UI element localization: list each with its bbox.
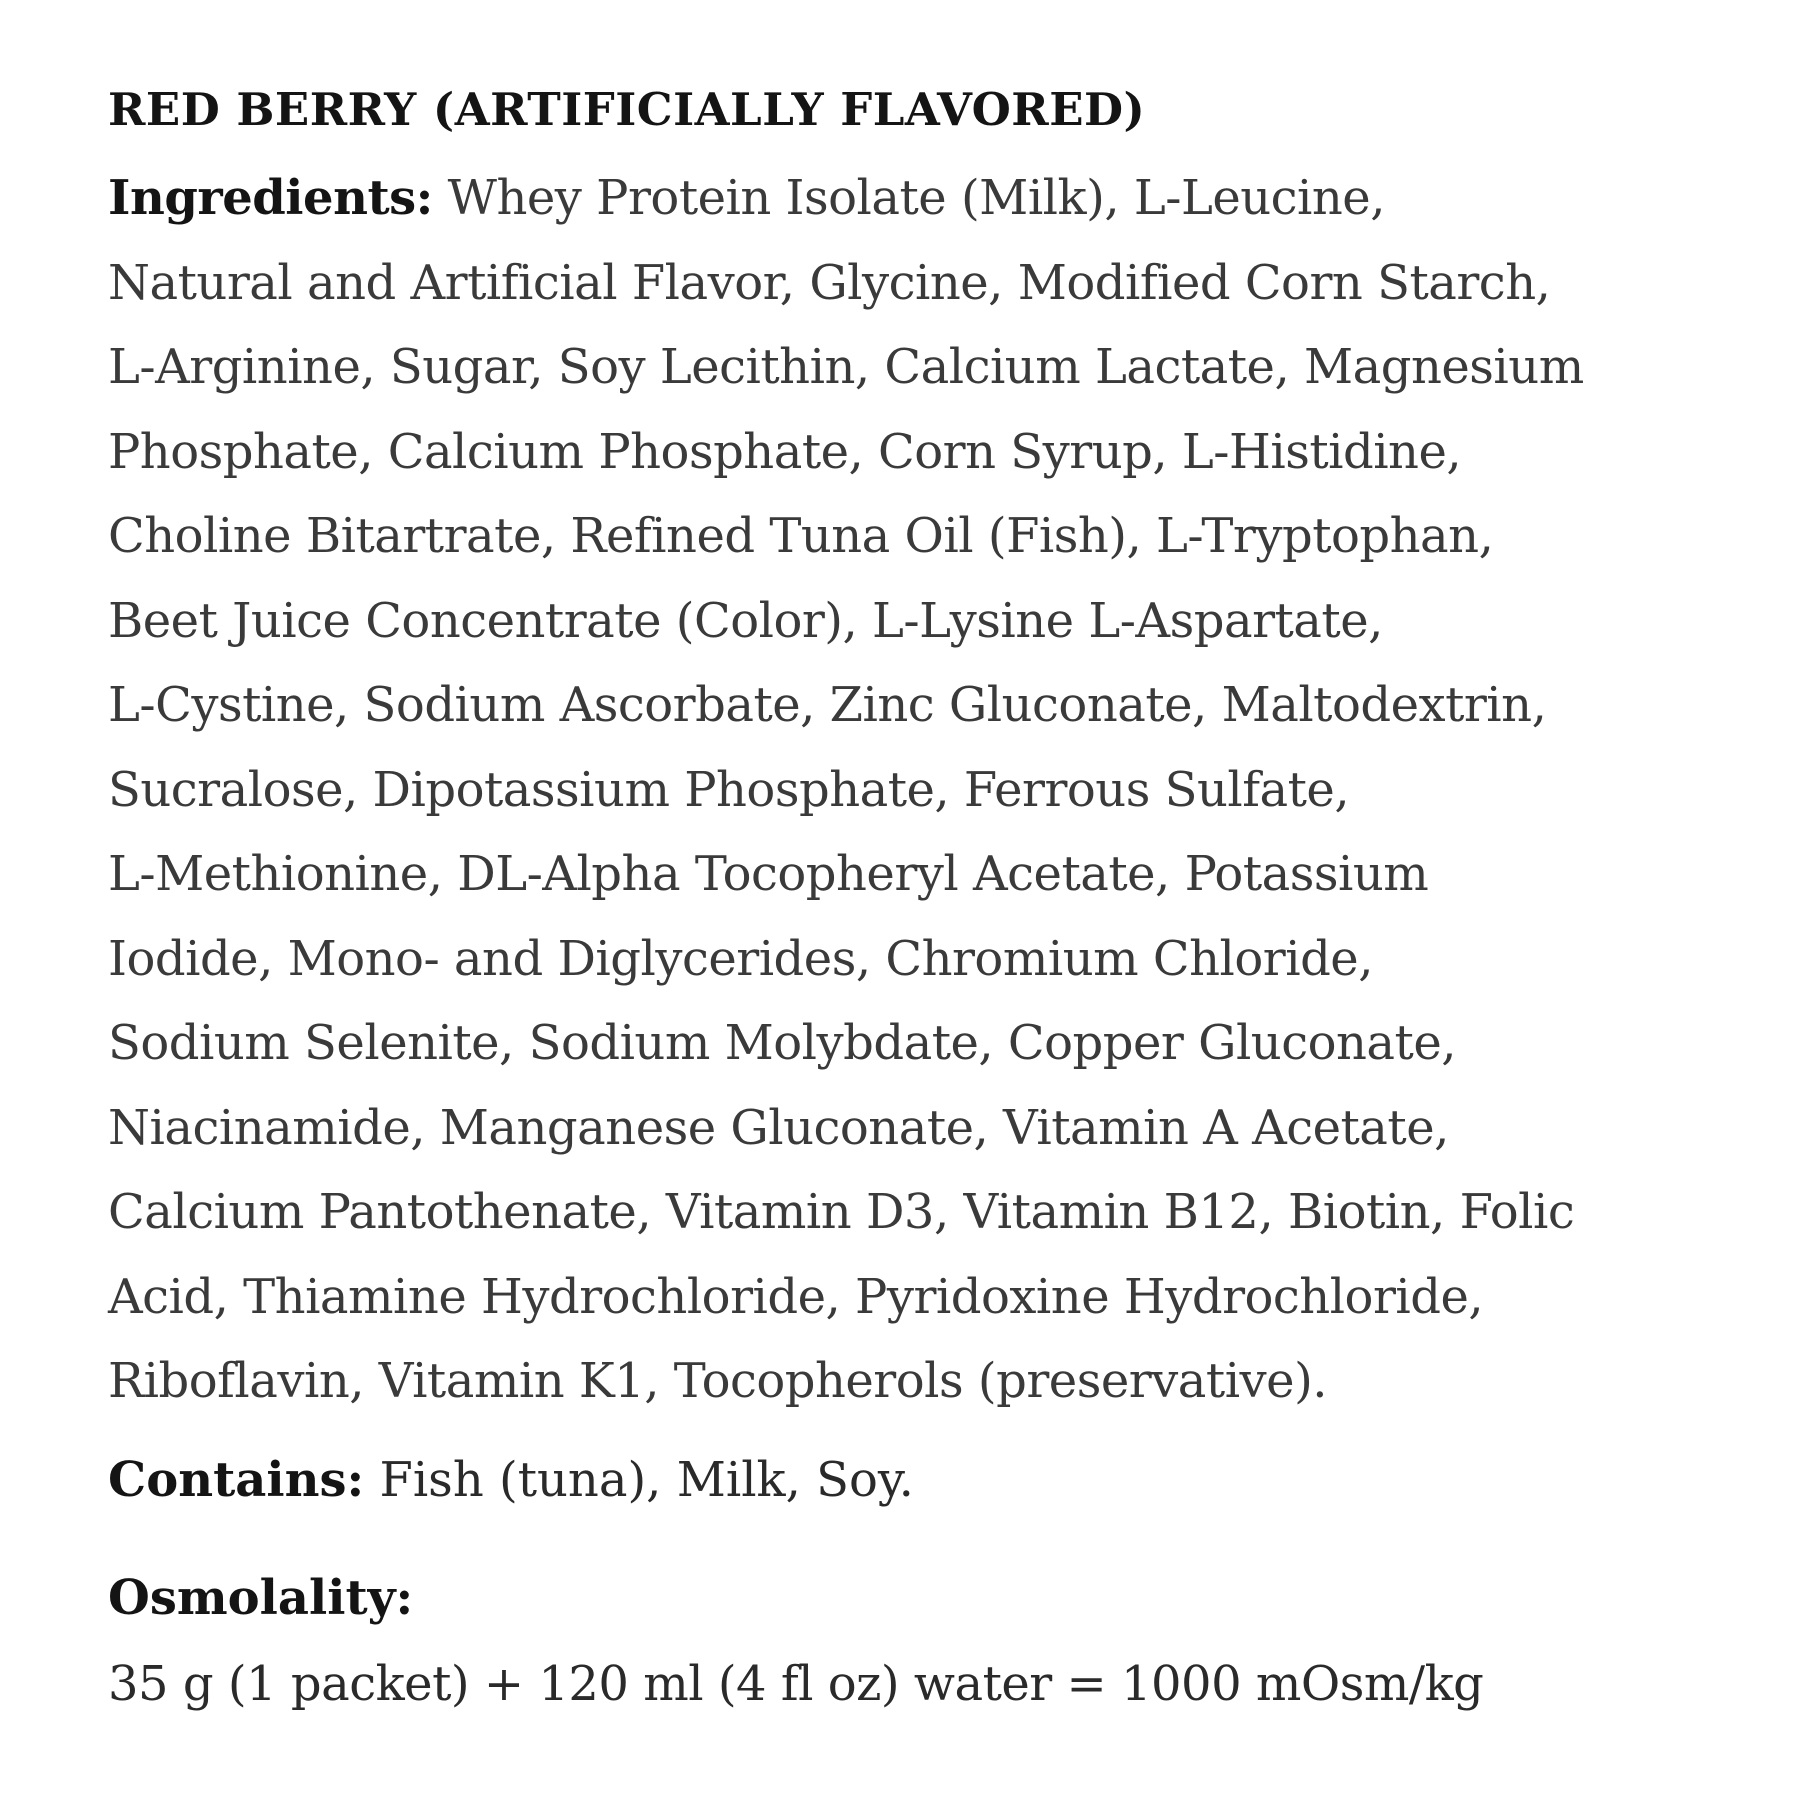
ingredients-line: Phosphate, Calcium Phosphate, Corn Syrup, L-Histidine, [108, 423, 1462, 480]
ingredients-line: L-Cystine, Sodium Ascorbate, Zinc Gluconate, Maltodextrin, [108, 677, 1547, 733]
ingredients-line: Niacinamide, Manganese Gluconate, Vitamin A Acetate, [108, 1099, 1449, 1156]
ingredients-line [108, 156, 1728, 241]
ingredients-line: Choline Bitartrate, Refined Tuna Oil (Fish), L-Tryptophan, [108, 508, 1494, 564]
flavor-title: RED BERRY (ARTIFICIALLY FLAVORED) [108, 83, 1146, 136]
ingredients-line: L-Arginine, Sugar, Soy Lecithin, Calcium Lactate, Magnesium [108, 339, 1584, 395]
contains-text: Fish (tuna), Milk, Soy. [364, 1451, 914, 1508]
ingredients-line: L-Methionine, DL-Alpha Tocopheryl Acetate, Potassium [108, 846, 1429, 902]
allergen-statement [108, 1438, 1728, 1522]
ingredients-line: Sodium Selenite, Sodium Molybdate, Copper Gluconate, [108, 1015, 1456, 1071]
ingredients-line: Sucralose, Dipotassium Phosphate, Ferrous Sulfate, [108, 761, 1350, 818]
ingredients-line: Natural and Artificial Flavor, Glycine, Modified Corn Starch, [108, 254, 1551, 311]
ingredients-line: Calcium Pantothenate, Vitamin D3, Vitamin B12, Biotin, Folic [108, 1184, 1575, 1240]
ingredients-label-panel [108, 70, 1728, 1726]
ingredients-line: Iodide, Mono- and Diglycerides, Chromium Chloride, [108, 930, 1373, 987]
ingredients-line: Beet Juice Concentrate (Color), L-Lysine L-Aspartate, [108, 592, 1383, 649]
ingredients-text: Whey Protein Isolate (Milk), L-Leucine, [432, 170, 1385, 226]
ingredients-line: Riboflavin, Vitamin K1, Tocopherols (preservative). [108, 1353, 1328, 1409]
osmolality-heading: Osmolality: [108, 1569, 414, 1626]
osmolality-value: 35 g (1 packet) + 120 ml (4 fl oz) water = 1000 mOsm/kg [108, 1655, 1484, 1712]
ingredients-line: Acid, Thiamine Hydrochloride, Pyridoxine Hydrochloride, [108, 1268, 1484, 1325]
contains-heading: Contains: [108, 1451, 365, 1508]
ingredients-paragraph [108, 156, 1728, 1424]
ingredients-heading: Ingredients: [108, 170, 433, 226]
